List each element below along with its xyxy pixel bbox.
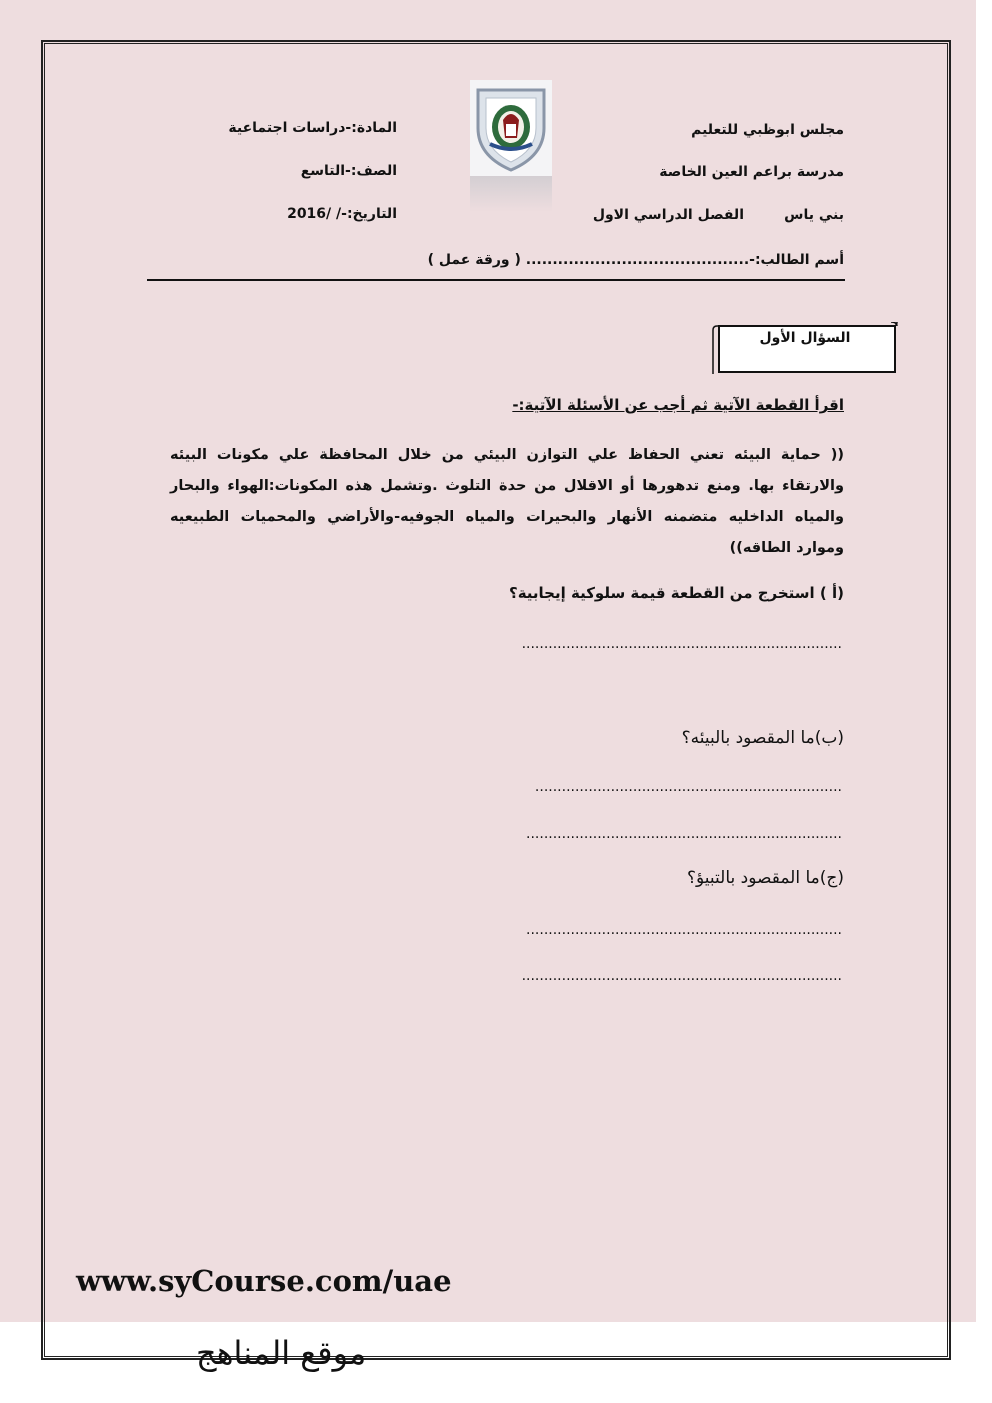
answer-line-b1[interactable]: .....................................................................	[534, 779, 842, 795]
website-watermark[interactable]: www.syCourse.com/uae	[76, 1264, 452, 1298]
header-divider	[147, 279, 845, 281]
date: التاريخ:-/ /2016	[287, 206, 397, 222]
school-logo-icon	[470, 80, 552, 176]
question-title: السؤال الأول	[759, 330, 851, 346]
semester: الفصل الدراسي الاول	[592, 207, 744, 223]
answer-line-c1[interactable]: .......................................................................	[526, 922, 842, 938]
answer-line-b2[interactable]: .......................................................................	[526, 826, 842, 842]
question-a: (أ ) استخرج من القطعة قيمة سلوكية إيجابية؟	[509, 584, 844, 602]
subject: المادة:-دراسات اجتماعية	[228, 120, 397, 136]
reading-passage: (( حماية البيئه تعني الحفاظ علي التوازن البيئي من خلال المحافظة علي مكونات البيئه والارتقاء بها. ومنع تدهورها أو الاقلال من حدة التلوث .وتشمل هذه المكونات:الهواء والبحار والمياه الداخليه متضمنه الأنهار والبحيرات والمياه الجوفيه-والأراضي والمحميات الطبيعيه وموارد الطاقه))	[170, 447, 844, 556]
answer-line-c2[interactable]: ........................................................................	[521, 968, 842, 984]
instruction: اقرأ القطعة الآتية ثم أجب عن الأسئلة الآتية:-	[512, 396, 844, 414]
grade: الصف:-التاسع	[300, 163, 397, 179]
question-b: (ب)ما المقصود بالبيئه؟	[681, 728, 844, 748]
page-margin	[976, 0, 992, 1403]
student-name-line: أسم الطالب:-.......................................... ( ورقة عمل )	[427, 252, 844, 268]
council-name: مجلس ابوظبي للتعليم	[691, 122, 844, 138]
logo-reflection	[470, 176, 552, 212]
answer-line-a1[interactable]: ........................................................................	[521, 636, 842, 652]
question-c: (ج)ما المقصود بالتبيؤ؟	[686, 868, 844, 888]
page-border-inner	[44, 43, 948, 1357]
school-name: مدرسة براعم العين الخاصة	[659, 164, 844, 180]
location: بني ياس	[784, 207, 844, 223]
site-name-watermark: موقع المناهج	[196, 1334, 367, 1372]
